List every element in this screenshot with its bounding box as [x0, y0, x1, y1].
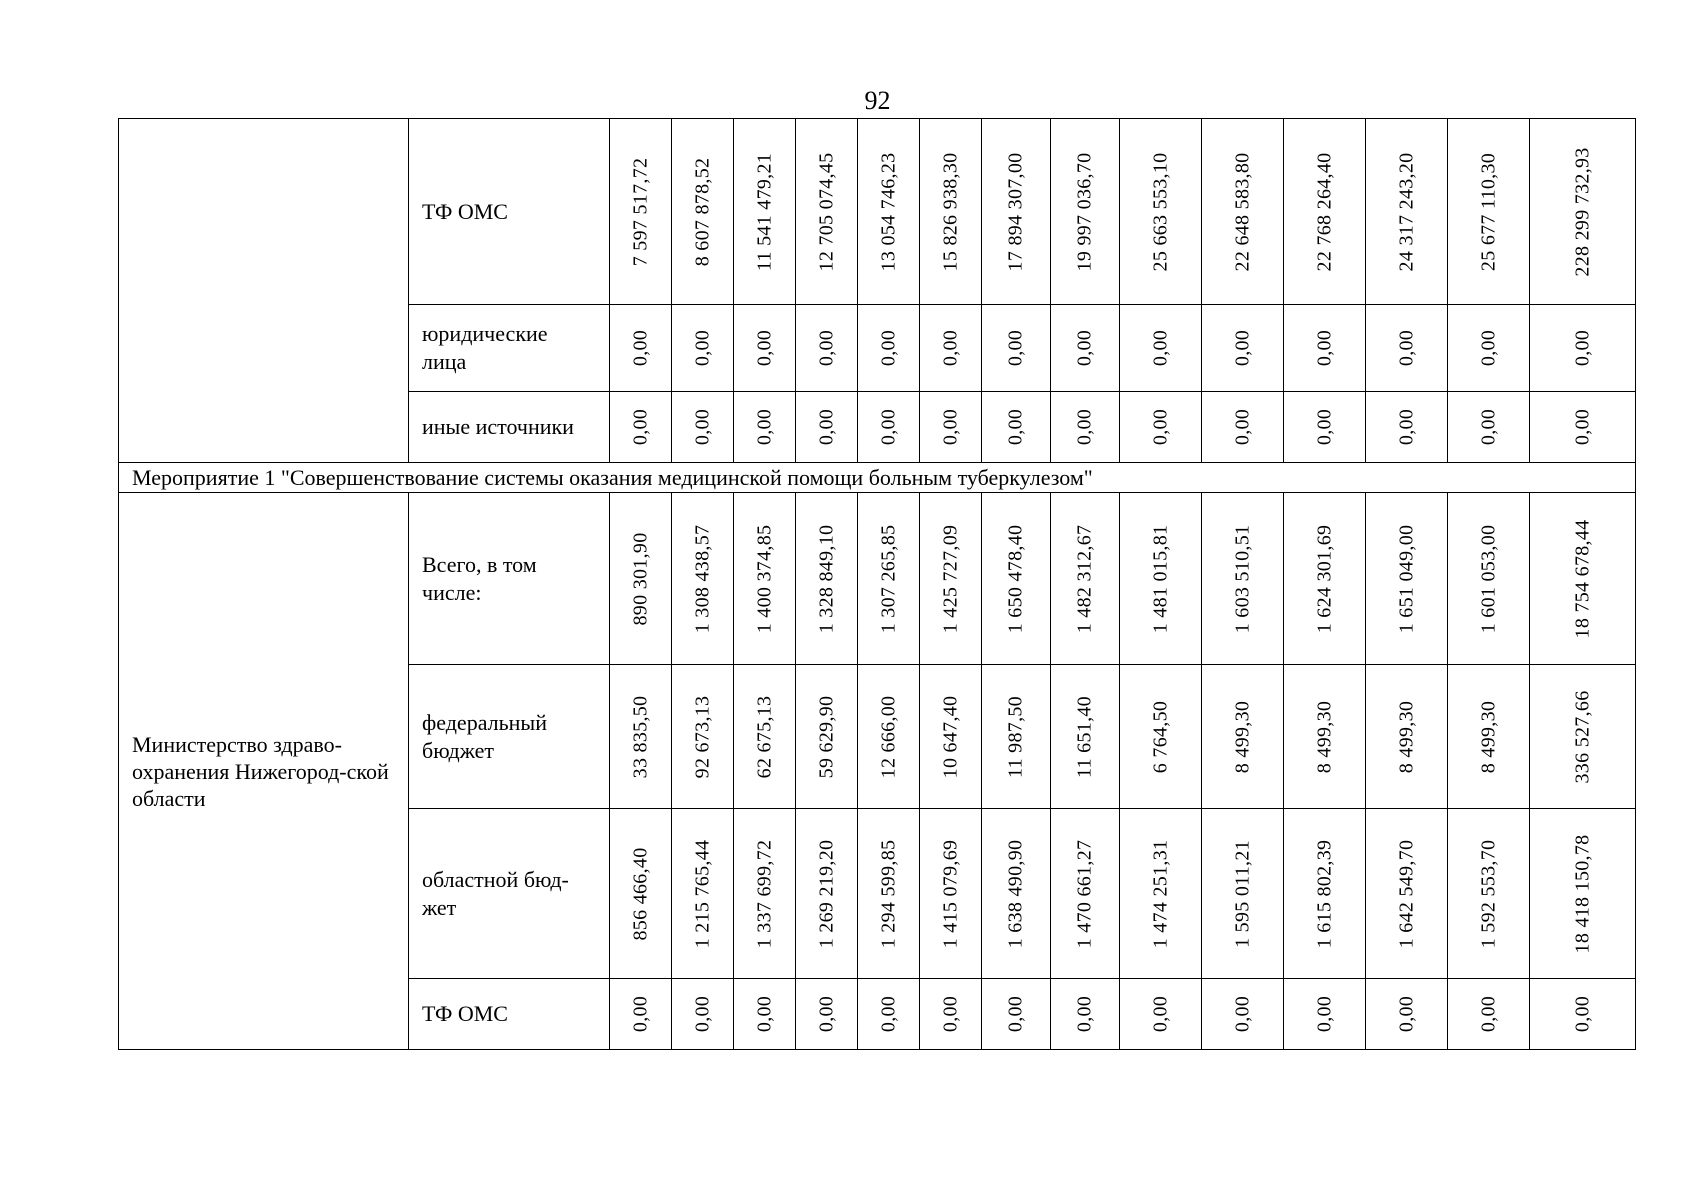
- value-cell: [858, 119, 920, 305]
- value-text: 1 482 312,67: [1073, 524, 1096, 633]
- row-label: иные источники: [409, 392, 610, 463]
- value-cell: [1202, 493, 1284, 665]
- value-cell: [1202, 392, 1284, 463]
- value-text: 1 215 765,44: [691, 839, 713, 948]
- value-cell: [610, 493, 672, 665]
- value-cell: [1120, 392, 1202, 463]
- value-text: 1 651 049,00: [1395, 524, 1417, 633]
- value-text: 6 764,50: [1149, 700, 1171, 773]
- value-cell: [1120, 493, 1202, 665]
- value-text: 0,00: [1231, 995, 1253, 1033]
- value-text: 1 425 727,09: [939, 524, 961, 633]
- value-cell: [1366, 392, 1448, 463]
- row-label: ТФ ОМС: [409, 119, 610, 305]
- value-cell: [1366, 119, 1448, 305]
- value-cell: [1530, 392, 1636, 463]
- value-text: 24 317 243,20: [1395, 152, 1417, 271]
- value-text: 1 307 265,85: [877, 524, 899, 633]
- row-label: ТФ ОМС: [409, 979, 610, 1050]
- value-cell: [1202, 809, 1284, 979]
- value-text: 0,00: [1149, 995, 1171, 1033]
- value-cell: [1366, 493, 1448, 665]
- value-cell: [858, 305, 920, 392]
- value-text: 59 629,90: [815, 695, 837, 778]
- value-text: 0,00: [629, 408, 651, 446]
- value-text: 15 826 938,30: [939, 152, 961, 271]
- value-cell: [920, 979, 982, 1050]
- value-text: 18 418 150,78: [1571, 834, 1593, 953]
- value-cell: [1202, 979, 1284, 1050]
- value-cell: [1284, 809, 1366, 979]
- value-cell: [1051, 809, 1120, 979]
- value-text: 0,00: [1477, 329, 1499, 367]
- value-text: 1 624 301,69: [1313, 524, 1335, 633]
- table-row: [119, 119, 1636, 305]
- value-cell: [858, 809, 920, 979]
- value-text: 228 299 732,93: [1571, 146, 1593, 277]
- value-text: 0,00: [1477, 995, 1499, 1033]
- value-cell: [982, 665, 1051, 809]
- value-cell: [1530, 665, 1636, 809]
- value-text: 8 499,30: [1477, 700, 1499, 773]
- value-text: 0,00: [691, 329, 713, 367]
- value-cell: [734, 665, 796, 809]
- value-text: 11 541 479,21: [753, 152, 775, 271]
- value-text: 0,00: [877, 329, 899, 367]
- value-cell: [1284, 665, 1366, 809]
- value-text: 1 474 251,31: [1149, 839, 1171, 948]
- value-text: 13 054 746,23: [877, 152, 899, 271]
- value-text: 1 308 438,57: [691, 524, 713, 633]
- value-text: 0,00: [691, 408, 713, 446]
- value-cell: [1448, 979, 1530, 1050]
- value-cell: [734, 119, 796, 305]
- value-text: 0,00: [877, 408, 899, 446]
- value-cell: [734, 979, 796, 1050]
- value-text: 7 597 517,72: [629, 157, 651, 266]
- value-cell: [982, 392, 1051, 463]
- value-cell: [734, 305, 796, 392]
- table-row: [119, 493, 1636, 665]
- value-cell: [1284, 119, 1366, 305]
- value-text: 0,00: [1004, 329, 1027, 367]
- value-text: 19 997 036,70: [1073, 152, 1096, 271]
- value-text: 0,00: [1149, 329, 1171, 367]
- value-text: 0,00: [815, 408, 837, 446]
- page-number: 92: [864, 86, 891, 115]
- empty-organization-cell: [119, 119, 409, 463]
- value-text: 0,00: [753, 995, 775, 1033]
- value-text: 0,00: [1395, 408, 1417, 446]
- value-cell: [1051, 665, 1120, 809]
- value-cell: [1530, 305, 1636, 392]
- value-cell: [1448, 392, 1530, 463]
- value-text: 0,00: [1231, 329, 1253, 367]
- value-text: 1 337 699,72: [753, 839, 775, 948]
- value-text: 18 754 678,44: [1571, 519, 1593, 638]
- value-cell: [1284, 305, 1366, 392]
- value-cell: [1530, 979, 1636, 1050]
- value-text: 0,00: [815, 329, 837, 367]
- value-cell: [610, 809, 672, 979]
- value-cell: [1448, 119, 1530, 305]
- value-cell: [1448, 665, 1530, 809]
- value-text: 0,00: [939, 995, 961, 1033]
- value-cell: [796, 809, 858, 979]
- value-cell: [1051, 119, 1120, 305]
- value-text: 0,00: [1004, 408, 1027, 446]
- value-cell: [1051, 305, 1120, 392]
- value-text: 0,00: [1571, 995, 1593, 1033]
- value-cell: [982, 305, 1051, 392]
- value-text: 0,00: [1313, 995, 1335, 1033]
- value-cell: [1448, 305, 1530, 392]
- value-cell: [1284, 979, 1366, 1050]
- value-text: 92 673,13: [691, 695, 713, 778]
- value-cell: [672, 979, 734, 1050]
- value-text: 0,00: [1395, 995, 1417, 1033]
- value-text: 11 651,40: [1073, 695, 1096, 778]
- value-cell: [672, 305, 734, 392]
- value-text: 1 481 015,81: [1149, 524, 1171, 633]
- value-text: 1 601 053,00: [1477, 524, 1499, 633]
- value-text: 8 607 878,52: [691, 157, 713, 266]
- value-cell: [610, 305, 672, 392]
- value-cell: [734, 493, 796, 665]
- value-cell: [1202, 665, 1284, 809]
- value-cell: [982, 119, 1051, 305]
- value-text: 1 294 599,85: [877, 839, 899, 948]
- value-text: 0,00: [1231, 408, 1253, 446]
- value-cell: [982, 979, 1051, 1050]
- value-text: 0,00: [1313, 329, 1335, 367]
- value-text: 62 675,13: [753, 695, 775, 778]
- value-cell: [982, 493, 1051, 665]
- value-text: 1 269 219,20: [815, 839, 837, 948]
- value-text: 1 595 011,21: [1231, 839, 1253, 948]
- value-text: 1 400 374,85: [753, 524, 775, 633]
- value-text: 336 527,66: [1571, 690, 1593, 783]
- value-text: 0,00: [753, 329, 775, 367]
- value-text: 0,00: [877, 995, 899, 1033]
- value-cell: [920, 392, 982, 463]
- value-cell: [1284, 493, 1366, 665]
- value-text: 0,00: [1477, 408, 1499, 446]
- row-label: Всего, в том числе:: [409, 493, 610, 665]
- value-text: 1 638 490,90: [1004, 839, 1027, 948]
- value-cell: [858, 979, 920, 1050]
- value-cell: [1051, 493, 1120, 665]
- value-text: 0,00: [1004, 995, 1027, 1033]
- value-text: 12 705 074,45: [815, 152, 837, 271]
- value-cell: [858, 493, 920, 665]
- value-text: 25 663 553,10: [1149, 152, 1171, 271]
- value-cell: [1051, 392, 1120, 463]
- value-text: 1 650 478,40: [1004, 524, 1027, 633]
- value-cell: [796, 392, 858, 463]
- value-text: 0,00: [939, 408, 961, 446]
- value-text: 0,00: [1073, 329, 1096, 367]
- event-title: Мероприятие 1 "Совершенствование системы оказания медицинской помощи больным туберкулезом": [119, 463, 1636, 493]
- value-text: 0,00: [1149, 408, 1171, 446]
- value-cell: [920, 305, 982, 392]
- value-cell: [1120, 809, 1202, 979]
- value-cell: [796, 979, 858, 1050]
- value-text: 890 301,90: [629, 532, 651, 625]
- value-text: 22 768 264,40: [1313, 152, 1335, 271]
- value-cell: [1366, 665, 1448, 809]
- value-text: 1 642 549,70: [1395, 839, 1417, 948]
- value-text: 22 648 583,80: [1231, 152, 1253, 271]
- value-text: 8 499,30: [1395, 700, 1417, 773]
- value-text: 0,00: [629, 329, 651, 367]
- value-text: 0,00: [753, 408, 775, 446]
- value-text: 1 615 802,39: [1313, 839, 1335, 948]
- value-cell: [1530, 809, 1636, 979]
- event-row: [119, 463, 1636, 493]
- value-cell: [1366, 809, 1448, 979]
- value-cell: [610, 392, 672, 463]
- value-cell: [1448, 809, 1530, 979]
- value-cell: [1530, 119, 1636, 305]
- value-cell: [1120, 665, 1202, 809]
- value-text: 0,00: [939, 329, 961, 367]
- row-label: областной бюд-жет: [409, 809, 610, 979]
- value-text: 25 677 110,30: [1477, 152, 1499, 271]
- value-cell: [1051, 979, 1120, 1050]
- value-cell: [920, 119, 982, 305]
- value-cell: [672, 665, 734, 809]
- value-cell: [672, 809, 734, 979]
- value-text: 0,00: [1073, 995, 1096, 1033]
- value-text: 0,00: [691, 995, 713, 1033]
- value-cell: [796, 119, 858, 305]
- value-text: 1 415 079,69: [939, 839, 961, 948]
- value-cell: [1366, 979, 1448, 1050]
- budget-table: [118, 118, 1636, 1050]
- value-cell: [734, 809, 796, 979]
- value-cell: [1284, 392, 1366, 463]
- value-text: 0,00: [1571, 329, 1593, 367]
- value-text: 0,00: [815, 995, 837, 1033]
- value-cell: [1120, 979, 1202, 1050]
- row-label: федеральный бюджет: [409, 665, 610, 809]
- value-cell: [796, 493, 858, 665]
- value-text: 856 466,40: [629, 847, 651, 940]
- value-text: 1 470 661,27: [1073, 839, 1096, 948]
- value-text: 0,00: [629, 995, 651, 1033]
- value-text: 1 328 849,10: [815, 524, 837, 633]
- value-text: 0,00: [1571, 408, 1593, 446]
- value-text: 8 499,30: [1231, 700, 1253, 773]
- value-text: 0,00: [1073, 408, 1096, 446]
- value-cell: [672, 119, 734, 305]
- value-cell: [858, 665, 920, 809]
- value-text: 17 894 307,00: [1004, 152, 1027, 271]
- value-cell: [796, 665, 858, 809]
- value-cell: [1120, 305, 1202, 392]
- value-text: 0,00: [1313, 408, 1335, 446]
- value-cell: [734, 392, 796, 463]
- value-text: 33 835,50: [629, 695, 651, 778]
- value-cell: [610, 665, 672, 809]
- value-text: 12 666,00: [877, 695, 899, 778]
- value-cell: [610, 119, 672, 305]
- row-label: юридические лица: [409, 305, 610, 392]
- value-text: 0,00: [1395, 329, 1417, 367]
- value-text: 8 499,30: [1313, 700, 1335, 773]
- value-text: 11 987,50: [1004, 695, 1027, 778]
- value-cell: [672, 392, 734, 463]
- value-cell: [796, 305, 858, 392]
- value-text: 1 592 553,70: [1477, 839, 1499, 948]
- value-cell: [920, 665, 982, 809]
- value-cell: [1202, 119, 1284, 305]
- organization-cell: Министерство здраво-охранения Нижегород-ской области: [119, 493, 409, 1050]
- value-cell: [920, 493, 982, 665]
- value-cell: [920, 809, 982, 979]
- value-cell: [1530, 493, 1636, 665]
- value-cell: [1366, 305, 1448, 392]
- value-cell: [1120, 119, 1202, 305]
- value-text: 1 603 510,51: [1231, 524, 1253, 633]
- value-cell: [610, 979, 672, 1050]
- value-cell: [1202, 305, 1284, 392]
- value-cell: [858, 392, 920, 463]
- value-cell: [672, 493, 734, 665]
- value-text: 10 647,40: [939, 695, 961, 778]
- value-cell: [1448, 493, 1530, 665]
- value-cell: [982, 809, 1051, 979]
